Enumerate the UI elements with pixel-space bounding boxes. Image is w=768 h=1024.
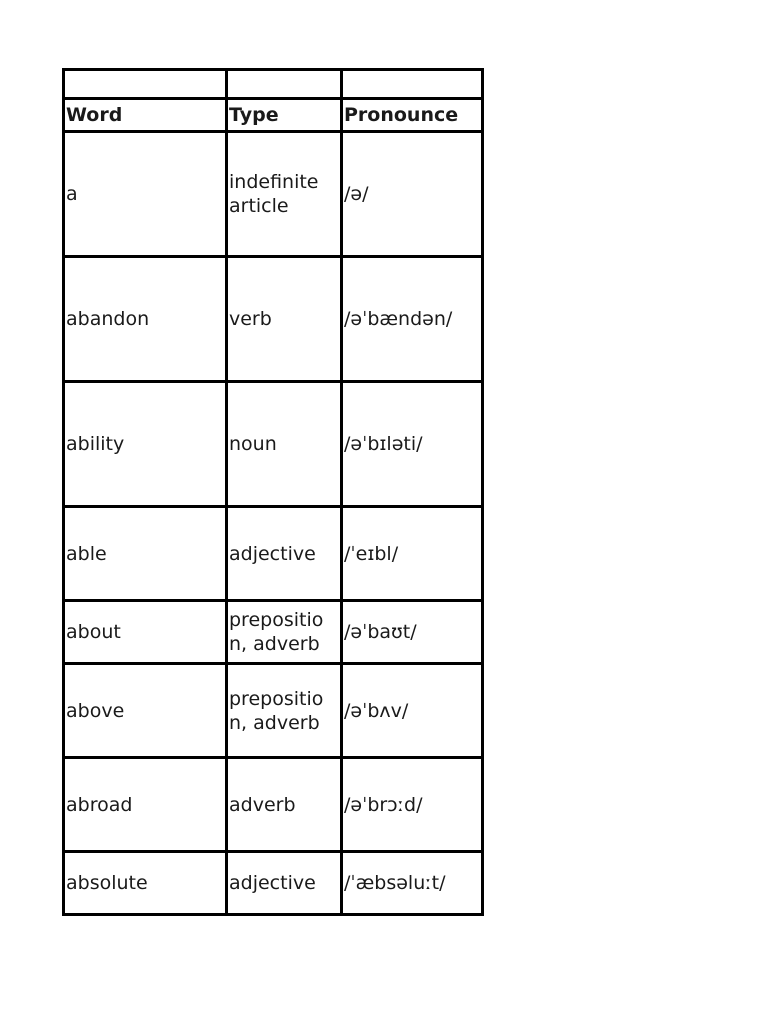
blank-cell [227, 70, 342, 99]
pronounce-cell: /ə/ [342, 132, 483, 257]
header-pronounce: Pronounce [342, 99, 483, 132]
word-cell: abroad [64, 758, 227, 852]
table-row [64, 758, 483, 852]
type-text: indefinite article [229, 171, 319, 217]
table-row [64, 132, 483, 257]
table-row [64, 382, 483, 507]
word-cell: about [64, 601, 227, 664]
pronounce-cell: /əˈbændən/ [342, 257, 483, 382]
type-cell: noun [227, 382, 342, 507]
pronounce-cell: /əˈbʌv/ [342, 664, 483, 758]
vocabulary-table [62, 68, 484, 916]
type-cell: adjective [227, 852, 342, 915]
header-word: Word [64, 99, 227, 132]
word-cell: ability [64, 382, 227, 507]
type-cell [227, 601, 342, 664]
word-cell: a [64, 132, 227, 257]
table-row [64, 664, 483, 758]
word-cell: abandon [64, 257, 227, 382]
table-row [64, 507, 483, 601]
word-cell: absolute [64, 852, 227, 915]
pronounce-cell: /əˈbaʊt/ [342, 601, 483, 664]
type-cell: verb [227, 257, 342, 382]
blank-cell [342, 70, 483, 99]
pronounce-cell: /əˈbrɔːd/ [342, 758, 483, 852]
pronounce-cell: /ˈæbsəluːt/ [342, 852, 483, 915]
table-row [64, 601, 483, 664]
pronounce-cell: /ˈeɪbl/ [342, 507, 483, 601]
table-row [64, 257, 483, 382]
table-row [64, 852, 483, 915]
pronounce-cell: /əˈbɪləti/ [342, 382, 483, 507]
type-cell: adverb [227, 758, 342, 852]
header-row [64, 99, 483, 132]
blank-row [64, 70, 483, 99]
type-text: preposition, adverb [229, 609, 324, 655]
type-cell [227, 664, 342, 758]
type-cell [227, 132, 342, 257]
word-cell: able [64, 507, 227, 601]
type-text: preposition, adverb [229, 687, 324, 734]
type-cell: adjective [227, 507, 342, 601]
blank-cell [64, 70, 227, 99]
word-cell: above [64, 664, 227, 758]
header-type: Type [227, 99, 342, 132]
